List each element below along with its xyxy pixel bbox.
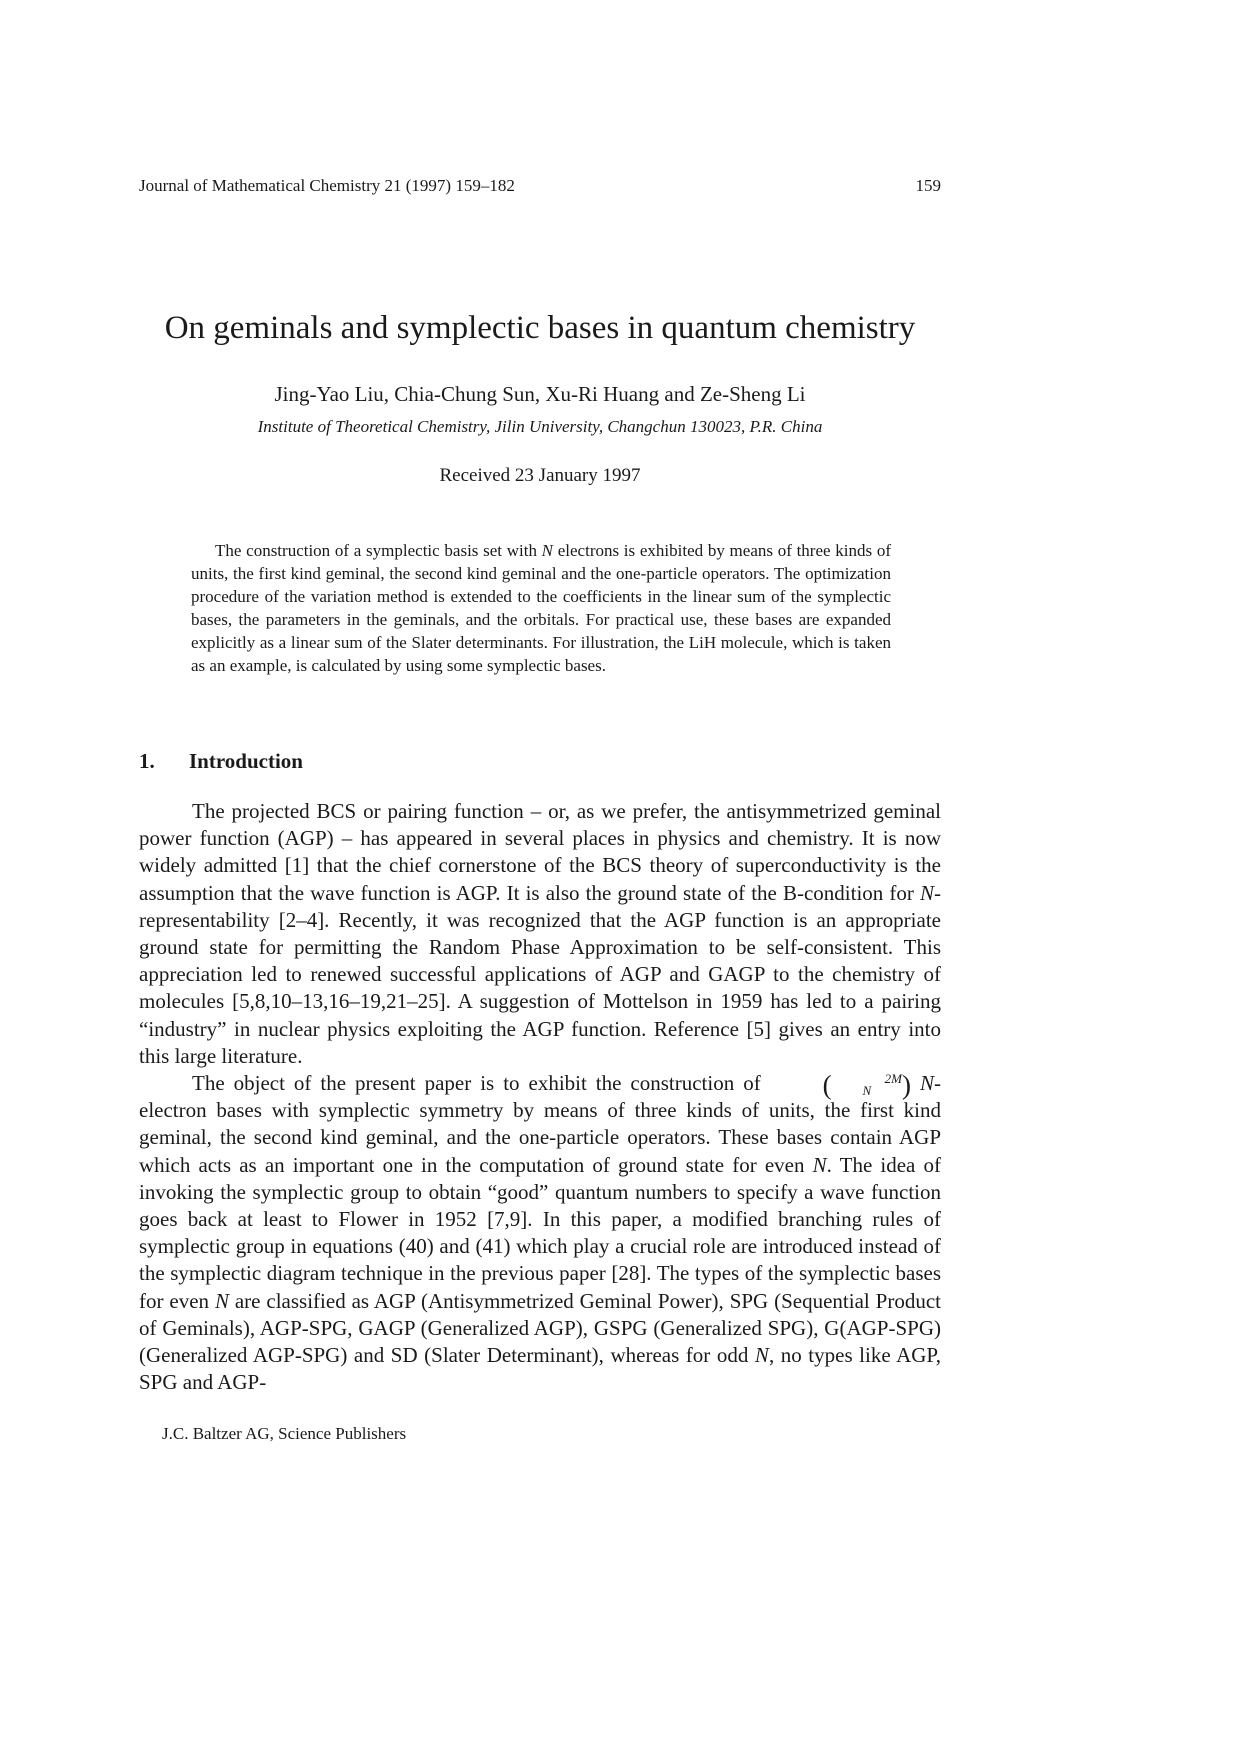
math-var: N: [541, 541, 554, 560]
math-var: N: [812, 1152, 827, 1177]
abstract-text: The construction of a symplectic basis set with: [215, 541, 542, 560]
paragraph-text: The projected BCS or pairing function – or, as we prefer, the antisymmetrized geminal power function (AGP) – has appeared in several places in physics and chemistry. It is now widely admitted [1] that the chief cornerstone of the BCS theory of superconductivity is the assumption that the wave function is AGP. It is also the ground state of the B-condition for: [139, 799, 941, 905]
section-heading: [139, 749, 303, 774]
abstract: [191, 539, 891, 677]
paragraph: [139, 1070, 941, 1396]
section-number: 1.: [139, 749, 155, 773]
received-date: Received 23 January 1997: [439, 465, 641, 486]
journal-citation: Journal of Mathematical Chemistry 21 (1997) 159–182: [139, 176, 515, 195]
affiliation: Institute of Theoretical Chemistry, Jilin University, Changchun 130023, P.R. China: [257, 417, 823, 436]
math-var: N: [214, 1288, 229, 1313]
body-text: [139, 798, 941, 1396]
math-var: N: [919, 880, 934, 905]
page-number: 159: [915, 176, 941, 195]
binomial-coefficient: ( 2M N ): [822, 1070, 912, 1101]
paragraph-text: . The idea of invoking the symplectic group to obtain “good” quantum numbers to specify a wave function goes back at least to Flower in 1952 [7,9]. In this paper, a modified branching rules of symplectic group in equations (40) and (41) which play a crucial role are introduced instead of the symplectic diagram technique in the previous paper [28]. The types of the symplectic bases for even: [139, 1152, 941, 1313]
paragraph-text: The object of the present paper is to exhibit the construction of: [192, 1071, 770, 1096]
author-list: Jing-Yao Liu, Chia-Chung Sun, Xu-Ri Huang and Ze-Sheng Li: [274, 382, 806, 406]
binom-bottom: N: [862, 1083, 872, 1099]
paragraph-text: , no types like AGP, SPG and AGP-: [139, 1343, 942, 1395]
paragraph-text: -electron bases with symplectic symmetry by means of three kinds of units, the first kind geminal, the second kind geminal, and the one-particle operators. These bases contain AGP which acts as an important one in the computation of ground state for even: [139, 1071, 942, 1177]
paragraph-text: -representability [2–4]. Recently, it was recognized that the AGP function is an appropriate ground state for permitting the Random Phase Approximation to be self-consistent. This appreciation led to renewed successful applications of AGP and GAGP to the chemistry of molecules [5,8,10–13,16–19,21–25]. A suggestion of Mottelson in 1959 has led to a pairing “industry” in nuclear physics exploiting the AGP function. Reference [5] gives an entry into this large literature.: [139, 880, 941, 1068]
running-header: [139, 176, 941, 196]
math-var: N: [754, 1343, 769, 1368]
abstract-text: electrons is exhibited by means of three kinds of units, the first kind geminal, the second kind geminal and the one-particle operators. The optimization procedure of the variation method is extended to the coefficients in the linear sum of the symplectic bases, the parameters in the geminals, and the orbitals. For practical use, these bases are expanded explicitly as a linear sum of the Slater determinants. For illustration, the LiH molecule, which is taken as an example, is calculated by using some symplectic bases.: [191, 541, 891, 675]
paragraph-text: are classified as AGP (Antisymmetrized Geminal Power), SPG (Sequential Product of Geminals), AGP-SPG, GAGP (Generalized AGP), GSPG (Generalized SPG), G(AGP-SPG) (Generalized AGP-SPG) and SD (Slater Determinant), whereas for odd: [139, 1288, 941, 1368]
section-title: Introduction: [189, 749, 303, 773]
publisher-footer: J.C. Baltzer AG, Science Publishers: [162, 1424, 407, 1443]
paper-title: On geminals and symplectic bases in quantum chemistry: [164, 310, 916, 346]
paragraph: [139, 798, 941, 1070]
binom-top: 2M: [884, 1071, 903, 1087]
math-var: N: [920, 1071, 935, 1096]
